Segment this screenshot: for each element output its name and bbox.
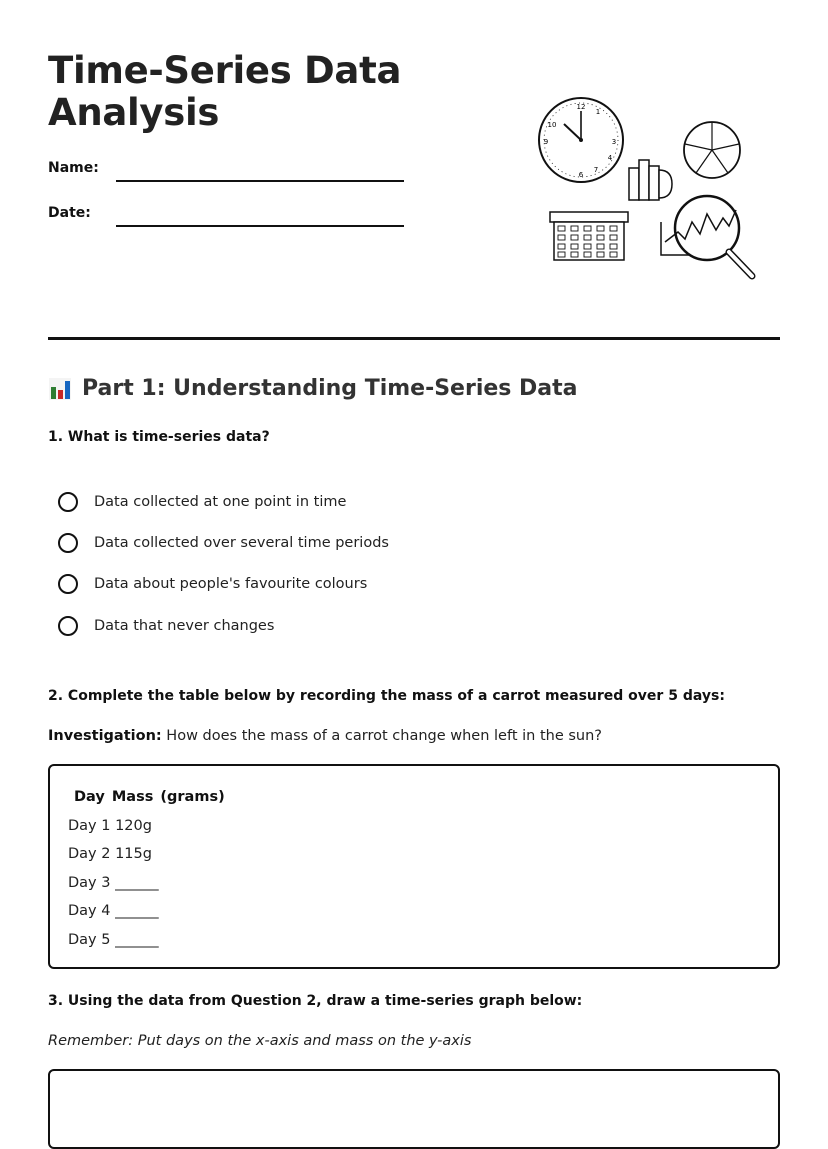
radio-button[interactable]	[58, 616, 78, 636]
radio-button[interactable]	[58, 533, 78, 553]
investigation-text: How does the mass of a carrot change when left in the sun?	[161, 728, 602, 744]
bar-chart-icon	[629, 160, 672, 200]
date-label: Date:	[48, 205, 91, 221]
part-1-heading	[48, 376, 578, 401]
option-label: Data that never changes	[94, 618, 275, 634]
clock-number: 10	[547, 121, 557, 129]
option-4[interactable]	[58, 616, 274, 636]
table-header: Day Mass (grams)	[74, 789, 225, 805]
clock-number: 4	[607, 154, 613, 162]
table-row[interactable]: Day 5 ______	[68, 932, 159, 948]
clock-number: 6	[578, 171, 584, 179]
radio-button[interactable]	[58, 574, 78, 594]
option-2[interactable]	[58, 533, 389, 553]
question-1-prompt: 1. What is time-series data?	[48, 429, 270, 445]
option-1[interactable]	[58, 492, 346, 512]
worksheet-title	[48, 50, 401, 134]
clock-icon	[539, 98, 623, 182]
bar-chart-icon	[48, 377, 72, 401]
name-field[interactable]	[116, 180, 404, 182]
table-row[interactable]: Day 4 ______	[68, 903, 159, 919]
data-table-box	[48, 764, 780, 969]
clock-number: 9	[543, 138, 549, 146]
magnifier-graph-icon	[661, 196, 752, 276]
table-row: Day 1 120g	[68, 818, 152, 834]
title-line-1: Time-Series Data	[48, 49, 402, 92]
time-series-illustration	[530, 92, 770, 284]
table-row[interactable]: Day 3 ______	[68, 875, 159, 891]
part-1-title: Part 1: Understanding Time-Series Data	[82, 376, 578, 401]
graph-drawing-area[interactable]	[48, 1069, 780, 1149]
clock-number: 1	[595, 108, 601, 116]
remember-note: Remember: Put days on the x-axis and mass on the y-axis	[48, 1033, 472, 1049]
date-field[interactable]	[116, 225, 404, 227]
investigation-label: Investigation:	[48, 728, 162, 744]
table-row: Day 2 115g	[68, 846, 152, 862]
clock-number: 3	[611, 138, 617, 146]
clock-number: 12	[576, 103, 586, 111]
question-3-prompt: 3. Using the data from Question 2, draw a time-series graph below:	[48, 993, 583, 1009]
pie-chart-icon	[684, 122, 740, 178]
investigation-line	[48, 728, 602, 744]
title-line-2: Analysis	[48, 91, 220, 134]
option-label: Data about people's favourite colours	[94, 576, 368, 592]
option-3[interactable]	[58, 574, 367, 594]
calendar-icon	[550, 212, 628, 260]
question-2-prompt: 2. Complete the table below by recording the mass of a carrot measured over 5 days:	[48, 688, 725, 704]
option-label: Data collected over several time periods	[94, 535, 389, 551]
name-label: Name:	[48, 160, 99, 176]
section-divider	[48, 337, 780, 340]
radio-button[interactable]	[58, 492, 78, 512]
option-label: Data collected at one point in time	[94, 494, 347, 510]
clock-number: 7	[593, 166, 599, 174]
